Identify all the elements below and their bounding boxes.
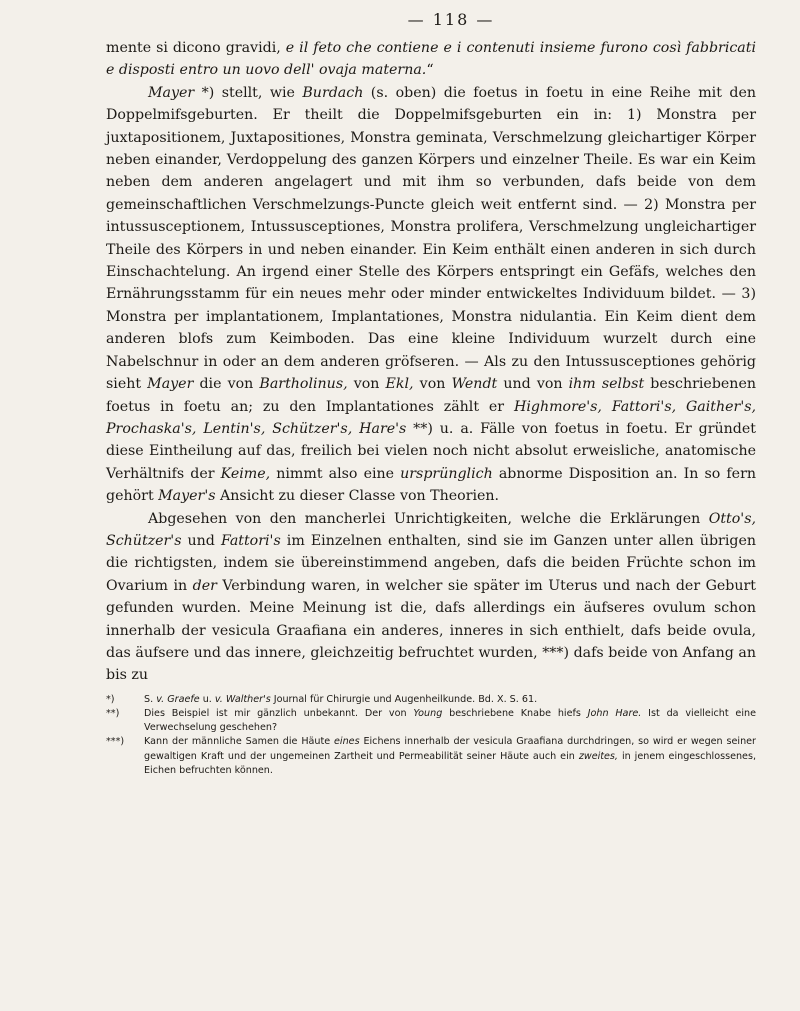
- text-run: Dies Beispiel ist mir gänzlich unbekannt. Der von: [144, 707, 414, 719]
- paragraph-3: [106, 508, 756, 687]
- author-name: Wendt: [451, 376, 498, 393]
- author-name: Mayer: [148, 84, 195, 101]
- footnote-marker: **): [106, 707, 120, 719]
- paragraph-2: [106, 82, 756, 508]
- paragraph-1: [106, 37, 756, 82]
- author-name: Bartholinus,: [259, 376, 354, 393]
- text-run: nimmt also eine: [270, 465, 401, 482]
- emphasis: eines: [334, 736, 360, 748]
- text-run: Journal für Chirurgie und Augenheilkunde. Bd. X. S. 61.: [270, 693, 538, 705]
- footnotes: [106, 693, 756, 778]
- text-run: von: [353, 376, 386, 393]
- text-run: die von: [193, 376, 260, 393]
- footnote-3: [106, 735, 756, 778]
- text-run: (s. oben) die foetus in foetu in eine Reihe mit den Doppelmifsgeburten. Er theilt die Doppelmifsgeburten ein in: 1) Monstra per juxtapositionem, Juxtapositiones, Monstra geminata, Verschmelzung gleichartiger Körper neben einander, Verdoppelung des ganzen Körpers und einzelner Theile. Es war ein Keim neben dem anderen angelagert und mit ihm so verbunden, dafs beide von dem gemeinschaftlichen Verschmelzungs-Puncte gleich weit entfernt sind. — 2) Monstra per intussusceptionem, Intussusceptiones, Monstra prolifera, Verschmelzung ungleichartiger Theile des Körpers in und neben einander. Ein Keim enthält einen anderen in sich durch Einschachtelung. An irgend einer Stelle des Körpers entspringt ein Gefäfs, welches den Ernährungsstamm für ein neues mehr oder minder entwickeltes Individuum bildet. — 3) Monstra per implantationem, Implantationes, Monstra nidulantia. Ein Keim dient dem anderen blofs zum Keimboden. Das eine kleine Individuum wurzelt durch eine Nabelschnur in oder an dem anderen gröfseren. — Als zu den Intussusceptiones gehörig sieht: [106, 84, 756, 393]
- text-run: und von: [497, 376, 569, 393]
- author-name: v. Graefe: [156, 693, 200, 705]
- footnote-2: [106, 707, 756, 735]
- text-run: Ist da vielleicht eine Verwechselung geschehen?: [144, 707, 756, 734]
- text-run: in jenem eingeschlossenes, Eichen befruchten können.: [144, 750, 757, 776]
- author-name: Ekl,: [385, 376, 414, 393]
- text-run: u.: [199, 693, 215, 705]
- main-text: [106, 37, 756, 687]
- text-run: Abgesehen von den mancherlei Unrichtigkeiten, welche die Erklärungen: [148, 510, 709, 527]
- text-run: im Einzelnen enthalten, sind sie im Ganzen unter allen übrigen die richtigsten, indem sie übereinstimmend angeben, dafs die beiden Früchte schon im Ovarium in: [106, 532, 756, 594]
- author-name: Young: [413, 707, 443, 719]
- emphasis: zweites,: [578, 750, 618, 762]
- emphasis: ihm selbst: [568, 376, 645, 393]
- page-number: — 118 —: [407, 10, 495, 29]
- text-run: S.: [144, 693, 157, 705]
- emphasis: ursprünglich: [400, 465, 493, 482]
- author-name: Fattori's: [220, 532, 281, 549]
- author-name: Mayer: [147, 376, 194, 393]
- emphasis: der: [192, 577, 217, 594]
- footnote-marker: *): [106, 693, 115, 705]
- text-run: Ansicht zu dieser Classe von Theorien.: [215, 488, 500, 505]
- person-name: John Hare.: [587, 707, 642, 719]
- author-names: Highmore's, Fattori's, Gaither's, Prochaska's, Lentin's, Schützer's, Hare's: [106, 398, 757, 437]
- text-run: **) u. a. Fälle von foetus in foetu. Er gründet diese Eintheilung auf das, freilich bei vielen noch nicht absolut erweisliche, anatomische Verhältnifs der: [106, 420, 756, 482]
- author-name: Mayer's: [158, 488, 216, 505]
- text-run: abnorme Disposition an. In so fern gehört: [106, 465, 756, 505]
- text-run: Kann der männliche Samen die Häute: [144, 736, 335, 748]
- footnote-1: [106, 693, 756, 707]
- author-name: Burdach: [302, 84, 364, 101]
- text-run: und: [181, 532, 221, 549]
- text-run: mente si dicono gravidi,: [106, 40, 286, 56]
- text-run: Verbindung waren, in welcher sie später im Uterus und nach der Geburt gefunden wurden. Meine Meinung ist die, dafs allerdings ein äufseres ovulum schon innerhalb der vesicula Graafiana ein anderes, inneres in sich enthielt, dafs beide ovula, das äufsere und das innere, gleichzeitig befruchtet wurden, ***) dafs beide von Anfang an bis zu: [106, 577, 756, 684]
- text-run: Eichens innerhalb der vesicula Graafiana durchdringen, so wird er wegen seiner gewaltigen Kraft und der ungemeinen Zartheit und Permeabilität seiner Häute auch ein: [144, 736, 756, 762]
- footnote-marker: ***): [106, 736, 125, 748]
- author-names: Otto's, Schützer's: [106, 510, 756, 549]
- text-run: “: [426, 62, 434, 79]
- emphasis: Keime,: [220, 465, 271, 482]
- text-run: beschriebenen foetus in foetu an; zu den Implantationes zählt er: [106, 376, 756, 415]
- text-run: von: [413, 376, 452, 393]
- text-run: beschriebene Knabe hiefs: [442, 707, 588, 719]
- italian-quote: e il feto che contiene e i contenuti insieme furono così fabbricati e disposti entro un uovo dell' ovaja materna.: [106, 40, 757, 79]
- author-name: v. Walther's: [214, 693, 271, 705]
- text-run: *) stellt, wie: [194, 84, 303, 101]
